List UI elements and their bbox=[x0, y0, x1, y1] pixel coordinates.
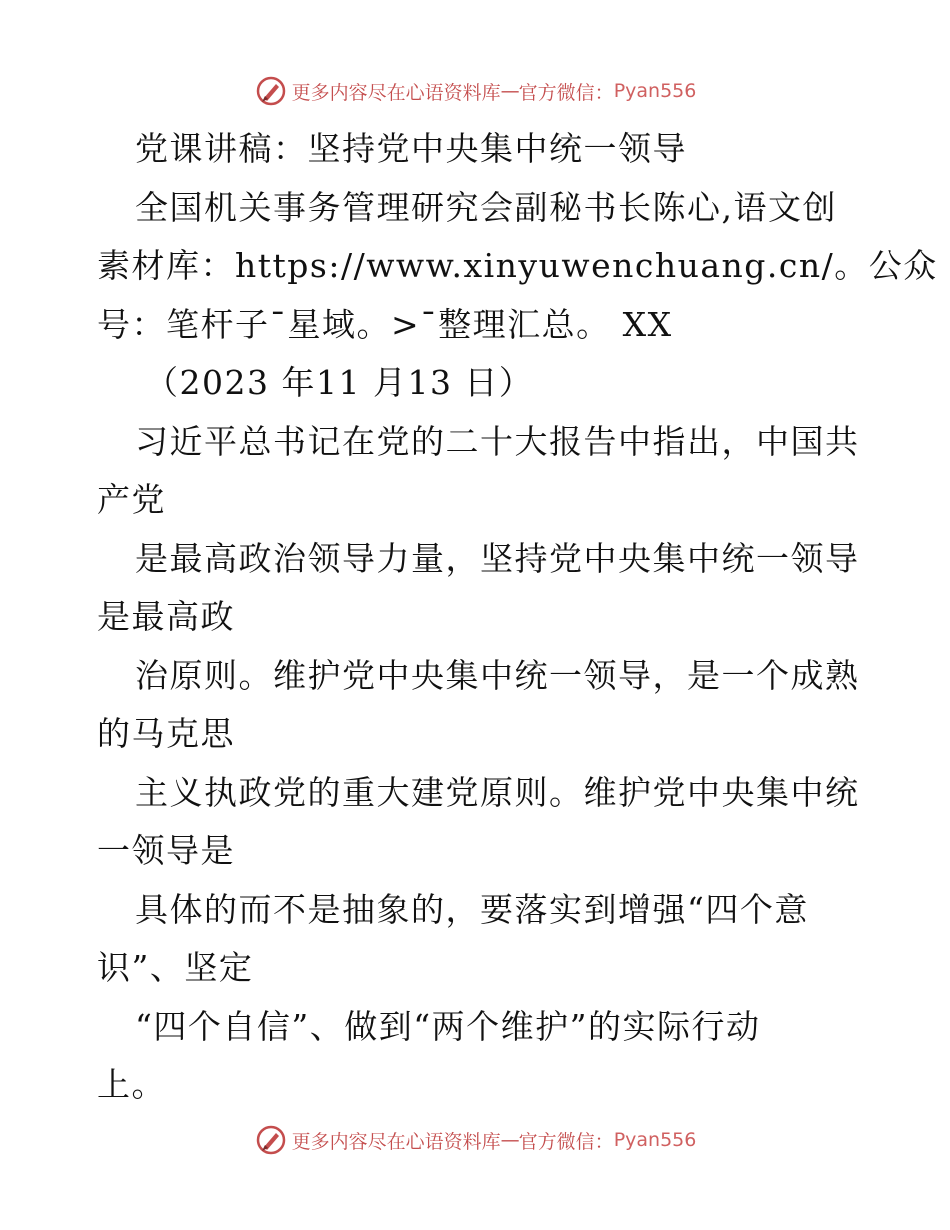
logo-icon bbox=[254, 1123, 288, 1157]
footer-text: 更多内容尽在心语资料库 bbox=[291, 1130, 501, 1153]
text-line: 主义执政党的重大建党原则。维护党中央集中统 bbox=[135, 772, 860, 812]
text-line: 产党 bbox=[97, 480, 166, 519]
text-line: 是最高政 bbox=[97, 597, 235, 636]
text-line: 一领导是 bbox=[97, 831, 235, 870]
header-separator: — bbox=[500, 80, 519, 102]
text-line: 习近平总书记在党的二十大报告中指出，中国共 bbox=[135, 421, 860, 461]
header-text: 更多内容尽在心语资料库 bbox=[291, 81, 501, 104]
date-line: （2023 年11 月13 日） bbox=[145, 363, 534, 402]
text-line: 治原则。维护党中央集中统一领导，是一个成熟 bbox=[135, 655, 860, 695]
text-line: 号：笔杆子¯星域。>¯整理汇总。 XX bbox=[97, 304, 673, 344]
document-body bbox=[97, 120, 938, 1115]
text-line: “四个自信”、做到“两个维护”的实际行动 bbox=[135, 1006, 761, 1046]
footer-label: 官方微信： bbox=[518, 1130, 614, 1153]
text-line: 全国机关事务管理研究会副秘书长陈心,语文创 bbox=[135, 187, 837, 227]
footer-watermark bbox=[0, 1120, 950, 1160]
text-line: 上。 bbox=[97, 1065, 166, 1104]
footer-wechat-id: Pyan556 bbox=[613, 1129, 697, 1151]
text-line: 识”、坚定 bbox=[97, 948, 254, 987]
text-line: 素材库：https://www.xinyuwenchuang.cn/。公众 bbox=[97, 246, 938, 285]
text-line: 的马克思 bbox=[97, 714, 235, 753]
header-wechat-id: Pyan556 bbox=[613, 80, 697, 102]
text-line: 具体的而不是抽象的，要落实到增强“四个意 bbox=[135, 889, 809, 929]
doc-title: 党课讲稿：坚持党中央集中统一领导 bbox=[135, 129, 687, 168]
header-label: 官方微信： bbox=[518, 81, 614, 104]
header-watermark bbox=[0, 71, 950, 111]
logo-icon bbox=[254, 74, 288, 108]
text-line: 是最高政治领导力量，坚持党中央集中统一领导 bbox=[135, 538, 860, 578]
footer-separator: — bbox=[500, 1129, 519, 1151]
